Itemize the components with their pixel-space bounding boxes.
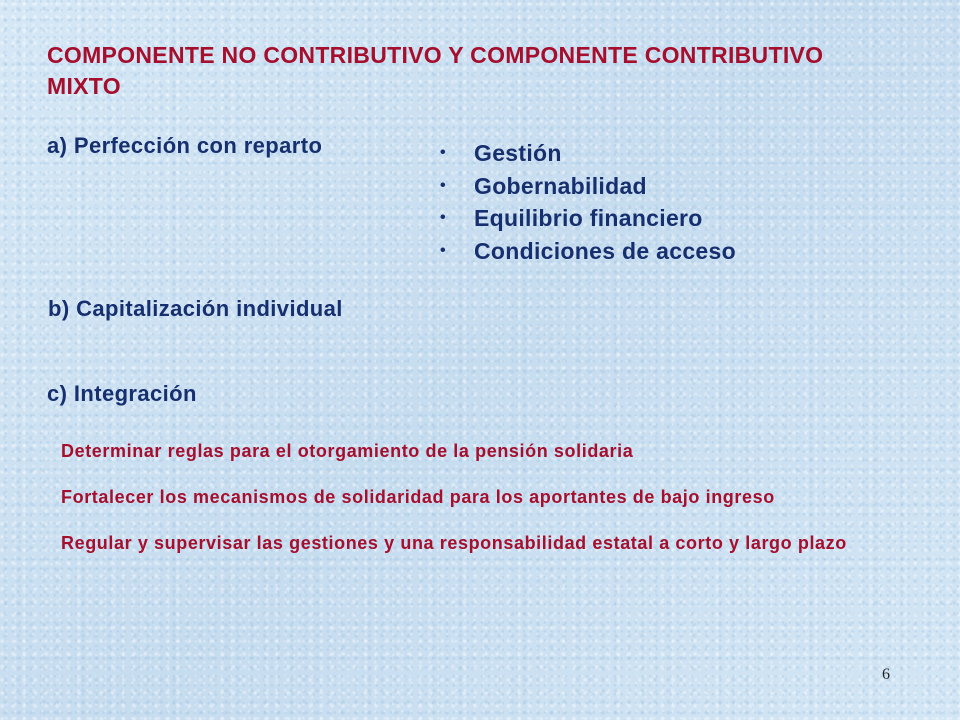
section-a-bullet-list [440,137,736,267]
bullet-item [440,235,736,268]
section-c-item: Determinar reglas para el otorgamiento de la pensión solidaria [61,441,634,461]
bullet-item [440,137,736,170]
bullet-icon: • [440,209,446,226]
section-c-heading: c) Integración [47,381,197,406]
slide-title: COMPONENTE NO CONTRIBUTIVO Y COMPONENTE CONTRIBUTIVO MIXTO [47,42,824,99]
page-number: 6 [882,666,890,683]
bullet-text: Equilibrio financiero [474,205,703,231]
bullet-icon: • [440,144,446,161]
section-c-item: Regular y supervisar las gestiones y una responsabilidad estatal a corto y largo plazo [61,533,847,553]
bullet-text: Gobernabilidad [474,172,647,199]
bullet-item [440,170,736,203]
bullet-text: Gestión [474,140,562,166]
section-c-item: Fortalecer los mecanismos de solidaridad para los aportantes de bajo ingreso [61,487,775,507]
bullet-text: Condiciones de acceso [474,237,736,264]
bullet-item [440,202,736,235]
bullet-icon: • [440,176,446,194]
section-c-item-list [61,437,921,575]
bullet-icon: • [440,241,446,259]
section-a-heading: a) Perfección con reparto [47,133,323,158]
section-b-heading: b) Capitalización individual [48,296,343,321]
